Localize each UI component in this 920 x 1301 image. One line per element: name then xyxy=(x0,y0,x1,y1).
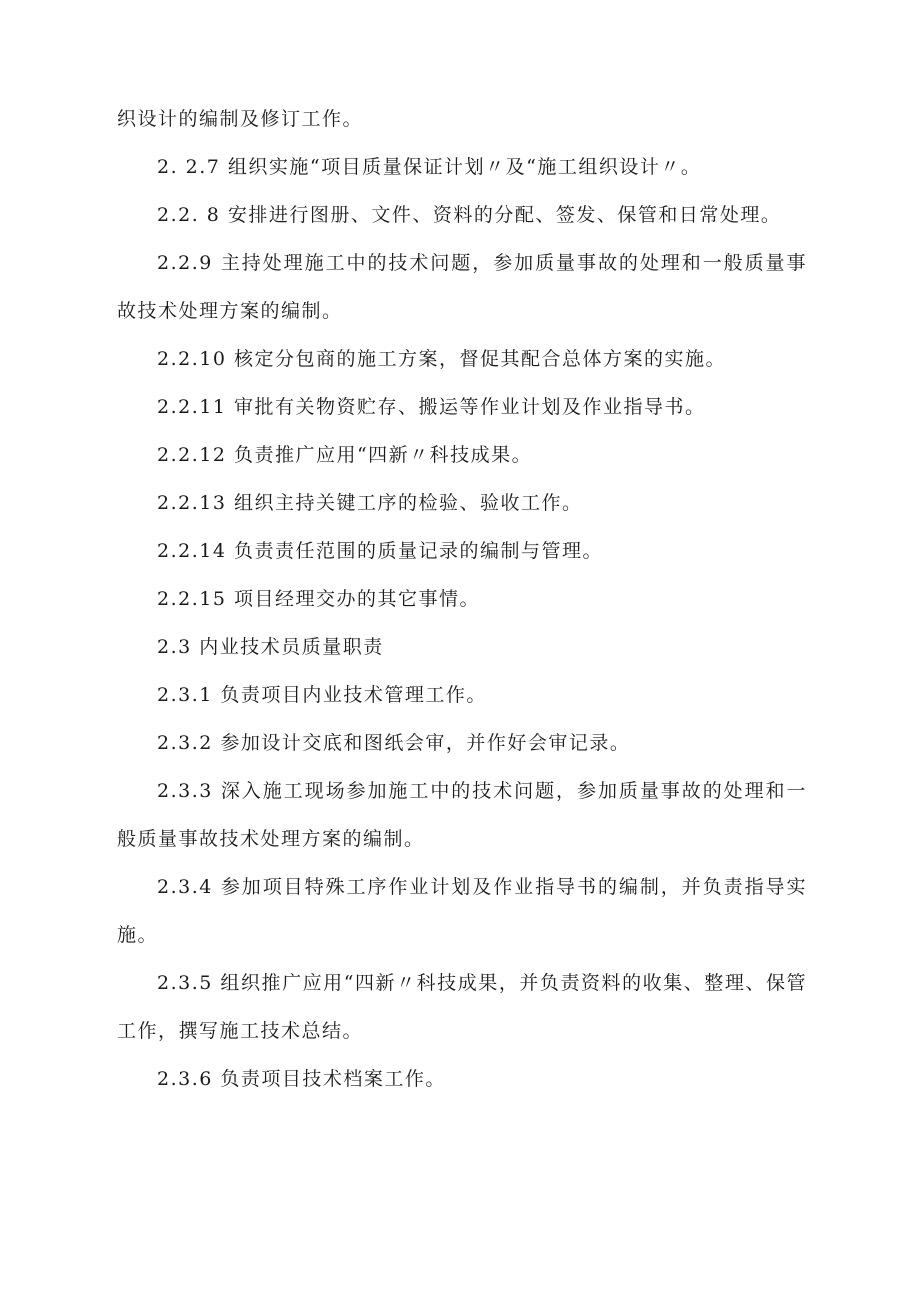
paragraph-2-2-12: 2.2.12 负责推广应用“四新〃科技成果。 xyxy=(157,444,533,466)
paragraph-2-2-13: 2.2.13 组织主持关键工序的检验、验收工作。 xyxy=(157,492,583,514)
paragraph-2-2-11: 2.2.11 审批有关物资贮存、搬运等作业计划及作业指导书。 xyxy=(157,396,706,418)
paragraph-2-2-7: 2. 2.7 组织实施“项目质量保证计划〃及“施工组织设计〃。 xyxy=(157,156,702,178)
paragraph-2-3-1: 2.3.1 负责项目内业技术管理工作。 xyxy=(157,684,487,706)
paragraph-continuation: 织设计的编制及修订工作。 xyxy=(117,108,364,130)
paragraph-2-2-14: 2.2.14 负责责任范围的质量记录的编制与管理。 xyxy=(157,540,603,562)
paragraph-2-3-4: 2.3.4 参加项目特殊工序作业计划及作业指导书的编制，并负责指导实施。 xyxy=(117,876,807,946)
document-body xyxy=(117,95,807,1103)
paragraph-2-2-15: 2.2.15 项目经理交办的其它事情。 xyxy=(157,588,480,610)
paragraph-2-3-5: 2.3.5 组织推广应用“四新〃科技成果，并负责资料的收集、整理、保管工作，撰写施工技术总结。 xyxy=(117,972,807,1042)
paragraph-2-2-9: 2.2.9 主持处理施工中的技术问题，参加质量事故的处理和一般质量事故技术处理方案的编制。 xyxy=(117,252,807,322)
paragraph-2-3-6: 2.3.6 负责项目技术档案工作。 xyxy=(157,1068,446,1090)
section-heading-2-3: 2.3 内业技术员质量职责 xyxy=(157,636,384,658)
paragraph-2-3-3: 2.3.3 深入施工现场参加施工中的技术问题，参加质量事故的处理和一般质量事故技术处理方案的编制。 xyxy=(117,780,807,850)
paragraph-2-2-10: 2.2.10 核定分包商的施工方案，督促其配合总体方案的实施。 xyxy=(157,348,726,370)
paragraph-2-3-2: 2.3.2 参加设计交底和图纸会审，并作好会审记录。 xyxy=(157,732,631,754)
paragraph-2-2-8: 2.2. 8 安排进行图册、文件、资料的分配、签发、保管和日常处理。 xyxy=(157,204,782,226)
